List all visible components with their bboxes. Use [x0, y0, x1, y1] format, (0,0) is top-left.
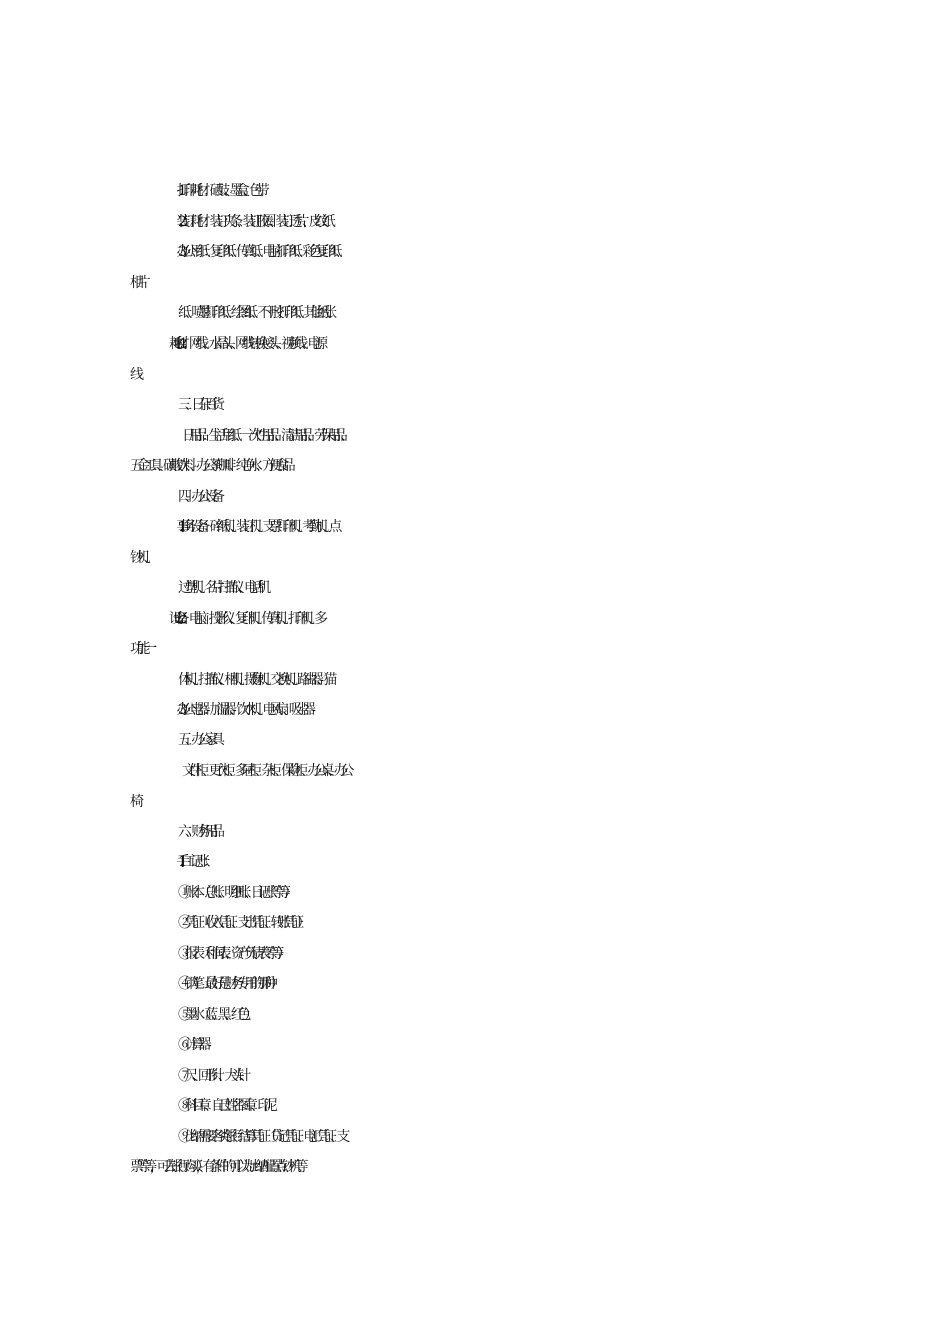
- text-line: 钞机、: [130, 550, 150, 566]
- text-line: 4.it 耗材：网线、水晶头、网线转换接头、视频线、电源: [178, 336, 321, 352]
- text-line: 体机、扫描仪、相机、摄像机、交换机、路由器、猫: [178, 672, 330, 688]
- text-line: 功能一: [130, 641, 150, 657]
- section-heading: 三、日杂百货: [178, 397, 218, 413]
- list-item: ③报表（利润表、资产负债表等等）: [178, 946, 284, 962]
- section-heading: 五、办公家具: [178, 732, 218, 748]
- list-item: ⑧科目章、自己姓名图章、印泥: [178, 1098, 271, 1114]
- text-line: 相片: [130, 275, 144, 291]
- list-item: ⑤墨水（蓝、黑、红色）: [178, 1007, 251, 1023]
- text-line: 1.打印耗材：硒鼓、墨盒、色带: [178, 183, 263, 199]
- text-line: 椅: [130, 794, 137, 810]
- list-item: ⑨出纳需要各类银行结算凭证（贷记凭证、电汇凭证、支: [178, 1129, 343, 1145]
- list-item: ①账本（总账、明细账、日记账等等）: [178, 885, 291, 901]
- text-line: 纸、喷墨打印纸、绘图纸、不干胶打印纸、其他纸张: [178, 305, 330, 321]
- text-line: 1.事务设备：碎纸机、装订机、支票打印机、考勤机、点: [178, 519, 335, 535]
- text-line: 3.办公用纸：复印纸、传真纸、电脑打印纸、彩色复印纸、: [178, 244, 342, 260]
- list-item: ⑥计算器: [178, 1037, 205, 1053]
- text-line: 票等等，可去银行购买），有条件的可以为出纳配置点钞机等: [130, 1159, 302, 1175]
- text-line: 过塑机、名片扫描仪、电话机: [178, 580, 264, 596]
- text-line: 线: [130, 367, 137, 383]
- text-line: 3.办公电器：加湿器、饮水机、电风扇、吸尘器: [178, 702, 309, 718]
- list-item: ②凭证（收入凭证、支出凭证、转账凭证）: [178, 915, 304, 931]
- text-line: 文件柜、更衣柜、多屉柜、杂柜、保险柜、办公桌、办公: [182, 763, 347, 779]
- list-item: ⑦尺、回形针、大头针: [178, 1068, 244, 1084]
- text-line: 日用品：生活用纸、一次性用品、清洁用品、劳保用品、: [182, 428, 347, 444]
- text-line: 2.装订耗材：装订夹条、装订胶圈、装订透片、皮纹纸: [178, 214, 329, 230]
- section-heading: 四、办公设备: [178, 489, 218, 505]
- list-item: ④钢笔（最好是财务专用的那种）: [178, 976, 277, 992]
- text-line: 1.手工记账：: [178, 854, 210, 870]
- section-heading: 六、财务用品: [178, 824, 218, 840]
- text-line: 2.it 设备：电脑、投影仪、复印机、传真机、打印机、多: [178, 611, 321, 627]
- text-line: 五金工具、碳酸饮料、办公茶咖啡、纯净水、方便食品: [130, 458, 289, 474]
